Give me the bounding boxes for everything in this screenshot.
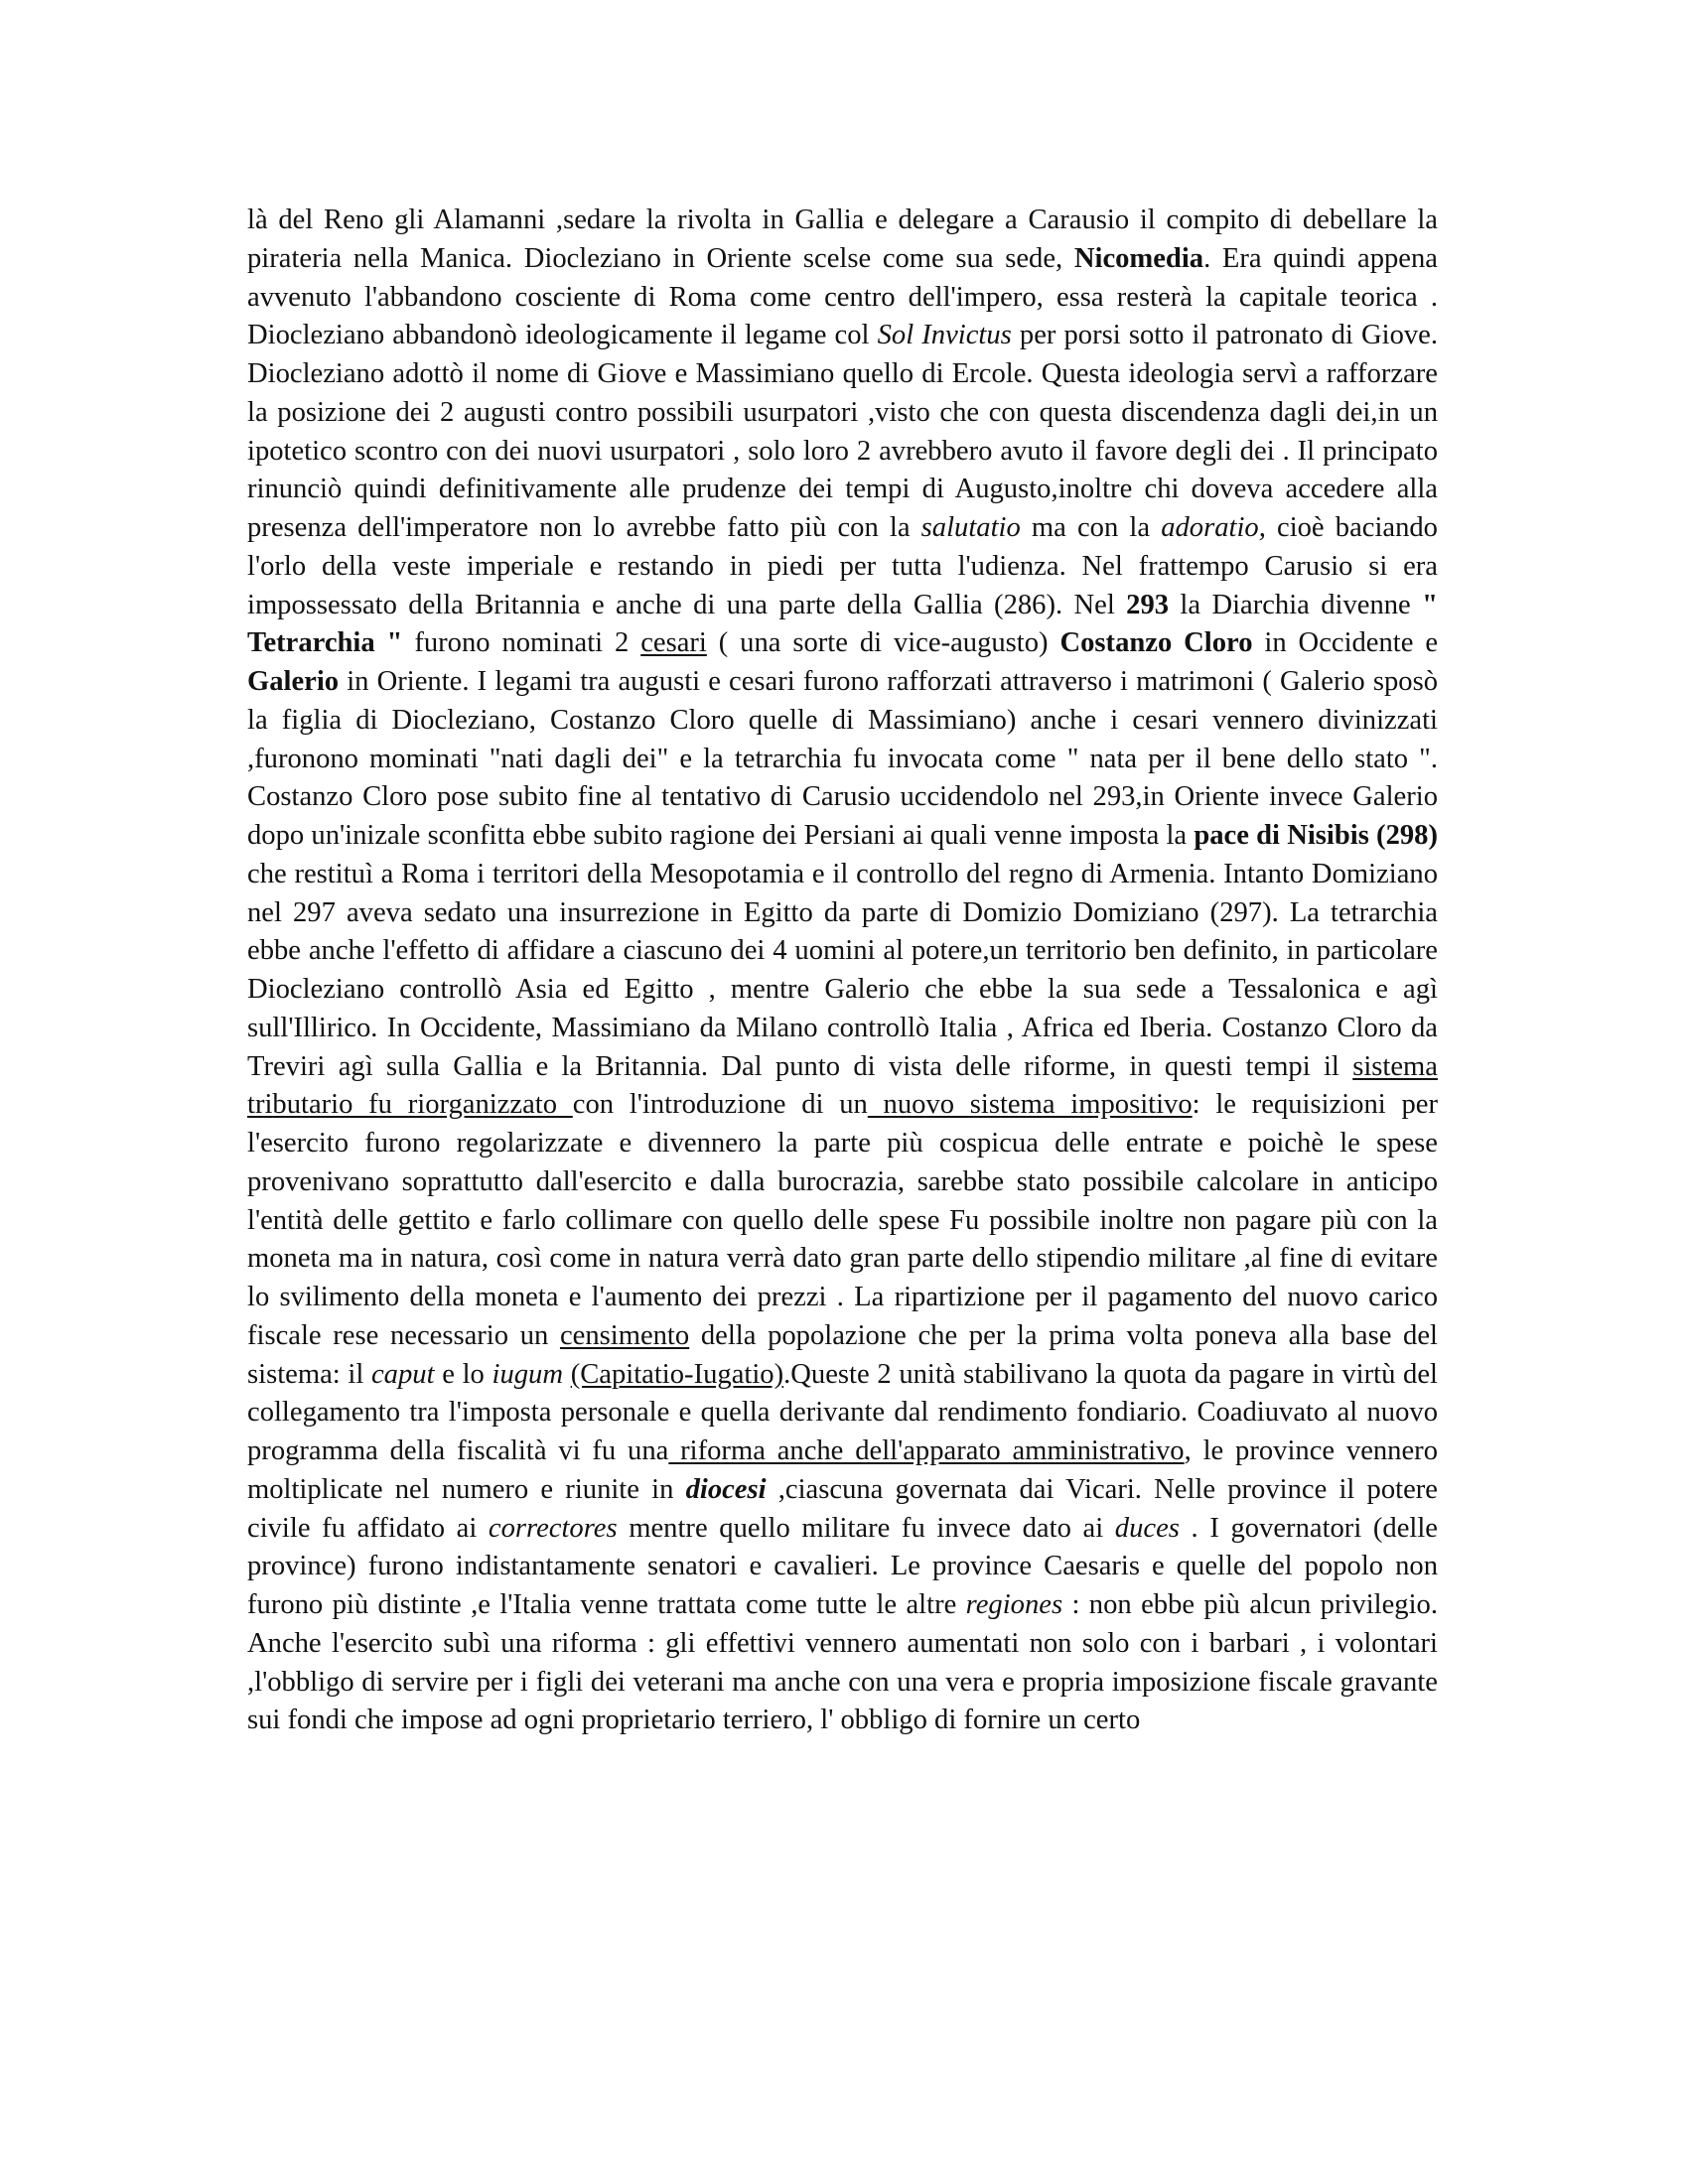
text-run: ma con la xyxy=(1020,512,1162,543)
text-run: la Diarchia divenne xyxy=(1169,589,1423,620)
italic-term: iugum xyxy=(492,1358,563,1390)
text-run: cioè baciando l'orlo della veste imperiale e restando in piedi per tutta l'udienza. Nel frattempo Carusio si era impossessato della Britannia e anche di una parte della Gallia (286). Nel xyxy=(247,512,1438,620)
text-run: in Oriente. I legami tra augusti e cesari furono rafforzati attraverso i matrimoni ( Galerio sposò la figlia di Diocleziano, Costanzo Cloro quelle di Massimiano) anche i cesari vennero divinizzati ,furonono mominati "nati dagli dei" e la tetrarchia fu invocata come " nata per il bene dello stato ". Costanzo Cloro pose subito fine al tentativo di Carusio uccidendolo nel 293,in Oriente invece Galerio dopo un'inizale sconfitta ebbe subito ragione dei Persiani ai quali venne imposta la xyxy=(247,666,1438,851)
bold-term: Nicomedia xyxy=(1073,242,1204,274)
italic-term: regiones xyxy=(965,1589,1063,1620)
text-run: . I governatori (delle province) furono indistantamente senatori e cavalieri. Le province Caesaris e quelle del popolo non furono più distinte ,e l'Italia venne trattata come tutte le altre xyxy=(247,1512,1438,1620)
text-run: che restituì a Roma i territori della Mesopotamia e il controllo del regno di Armenia. Intanto Domiziano nel 297 aveva sedato una insurrezione in Egitto da parte di Domizio Domiziano (297). La tetrarchia ebbe anche l'effetto di affidare a ciascuno dei 4 uomini al potere,un territorio ben definito, in particolare Diocleziano controllò Asia ed Egitto , mentre Galerio che ebbe la sua sede a Tessalonica e agì sull'Illirico. In Occidente, Massimiano da Milano controllò Italia , Africa ed Iberia. Costanzo Cloro da Treviri agì sulla Gallia e la Britannia. Dal punto di vista delle riforme, in questi tempi il xyxy=(247,858,1438,1082)
italic-term: Sol Invictus xyxy=(877,320,1012,351)
text-run: e lo xyxy=(434,1358,492,1390)
text-run: : non ebbe più alcun privilegio. Anche l'esercito subì una riforma : gli effettivi vennero aumentati non solo con i barbari , i volontari ,l'obbligo di servire per i figli dei veterani ma anche con una vera e propria imposizione fiscale gravante sui fondi che impose ad ogni proprietario terriero, l' obbligo di fornire un certo xyxy=(247,1589,1438,1736)
underlined-phrase: censimento xyxy=(559,1319,690,1351)
italic-term: duces xyxy=(1114,1512,1180,1544)
italic-term: salutatio xyxy=(920,512,1021,543)
text-run: con l'introduzione di un xyxy=(572,1089,868,1121)
bold-italic-term: diocesi xyxy=(685,1473,767,1505)
bold-term: pace di Nisibis (298) xyxy=(1194,820,1438,851)
underlined-phrase: (Capitatio-Iugatio) xyxy=(570,1358,784,1390)
body-paragraph xyxy=(247,202,1438,1740)
text-run: là del Reno gli Alamanni ,sedare la rivolta in Gallia e delegare a Carausio il compito di debellare la pirateria nella Manica. Diocleziano in Oriente scelse come sua sede, xyxy=(247,205,1438,274)
text-run: ( una sorte di vice-augusto) xyxy=(706,627,1060,659)
underlined-phrase: sistema tributario fu riorganizzato xyxy=(247,1050,1438,1121)
italic-term: adoratio, xyxy=(1161,512,1266,543)
underlined-phrase: nuovo sistema impositivo xyxy=(867,1089,1193,1121)
text-run xyxy=(563,1359,571,1390)
text-run: per porsi sotto il patronato di Giove. Diocleziano adottò il nome di Giove e Massimiano quello di Ercole. Questa ideologia servì a rafforzare la posizione dei 2 augusti contro possibili usurpatori ,visto che con questa discendenza dagli dei,in un ipotetico scontro con dei nuovi usurpatori , solo loro 2 avrebbero avuto il favore degli dei . Il principato rinunciò quindi definitivamente alle prudenze dei tempi di Augusto,inoltre chi doveva accedere alla presenza dell'imperatore non lo avrebbe fatto più con la xyxy=(247,320,1439,543)
bold-term: Costanzo Cloro xyxy=(1059,627,1253,659)
italic-term: caput xyxy=(370,1358,435,1390)
text-run: , le province vennero moltiplicate nel numero e riunite in xyxy=(247,1435,1438,1505)
text-run: ,ciascuna governata dai Vicari. Nelle province il potere civile fu affidato ai xyxy=(247,1473,1438,1544)
text-run: in Occidente e xyxy=(1252,627,1439,659)
bold-term: " Tetrarchia " xyxy=(247,589,1438,659)
underlined-phrase: cesari xyxy=(640,627,707,659)
underlined-phrase: riforma anche dell'apparato amministrativo xyxy=(668,1435,1185,1466)
text-run: . Era quindi appena avvenuto l'abbandono cosciente di Roma come centro dell'impero, essa resterà la capitale teorica . Diocleziano abbandonò ideologicamente il legame col xyxy=(247,242,1438,351)
italic-term: correctores xyxy=(488,1512,618,1544)
text-run: .Queste 2 unità stabilivano la quota da pagare in virtù del collegamento tra l'imposta personale e quella derivante dal rendimento fondiario. Coadiuvato al nuovo programma della fiscalità vi fu una xyxy=(247,1358,1438,1466)
bold-term: 293 xyxy=(1126,589,1170,620)
bold-term: Galerio xyxy=(247,666,340,697)
text-run: : le requisizioni per l'esercito furono regolarizzate e divennero la parte più cospicua delle entrate e poichè le spese provenivano soprattutto dall'esercito e dalla burocrazia, sarebbe stato possibile calcolare in anticipo l'entità delle gettito e farlo collimare con quello delle spese Fu possibile inoltre non pagare più con la moneta ma in natura, così come in natura verrà dato gran parte dello stipendio militare ,al fine di evitare lo svilimento della moneta e l'aumento dei prezzi . La ripartizione per il pagamento del nuovo carico fiscale rese necessario un xyxy=(247,1089,1438,1351)
text-run: della popolazione che per la prima volta poneva alla base del sistema: il xyxy=(247,1319,1438,1390)
text-run: mentre quello militare fu invece dato ai xyxy=(617,1512,1115,1544)
text-run: furono nominati 2 xyxy=(402,627,641,659)
